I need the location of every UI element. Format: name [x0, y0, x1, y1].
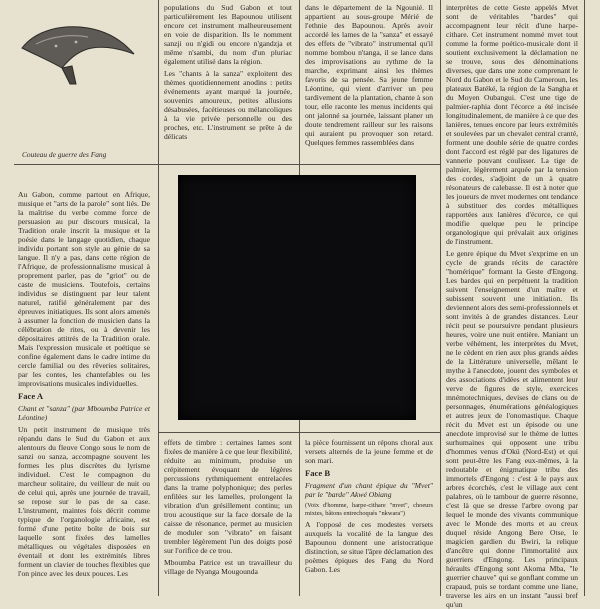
war-knife-illustration [18, 18, 140, 88]
column-rule-3 [440, 0, 441, 596]
column-3-paragraph: la pièce fournissent un répons choral aux versets alternés de la jeune femme et de son mari. [305, 438, 433, 465]
face-b-paragraph: A l'opposé de ces modestes versets auxquels la vocalité de la langue des Bapounou donnent une aristocratique distinction, se situe l'âpre déclamation des poèmes épiques des Fang du Nord Gabon. Les [305, 520, 433, 575]
column-3-bottom [305, 438, 433, 592]
face-b-subtitle: Fragment d'un chant épique du "Mvet" par le "barde" Akwé Obiang [305, 481, 433, 499]
face-a-paragraph: Un petit instrument de musique très répandu dans le Sud du Gabon et aux alentours du fleuve Congo sous le nom de sanzi ou sanza, accompagne souvent les formes les plus discrètes du lyrisme individuel. C'est le compagnon du marcheur solitaire, du veilleur de nuit ou de celui qui, après une journée de travail, se repose sur le pas de sa case. L'instrument, maintes fois décrit comme typique de l'organologie africaine, est formé d'une petite boîte de bois sur laquelle sont fixées des lamelles métalliques ou végétales disposées en éventail et dont les extrémités libres forment un clavier de touches flexibles que l'on pince avec les deux pouces. Les [18, 425, 150, 578]
column-2-paragraph: populations du Sud Gabon et tout particulièrement les Bapounou utilisent encore cet instrument malheureusement en voie de disparition. Ils le nomment sanzji ou n'gidi ou encore n'gandzja et même n'sambi, du nom d'un pluriac également utilisé dans la région. [164, 3, 292, 66]
photo-bottom-rule [158, 432, 440, 433]
column-4-paragraph: Le genre épique du Mvet s'exprime en un cycle de grands récits de caractère "homérique" formant la Geste d'Engong. Les bardes qui en perpétuent la tradition suivent l'enseignement d'un maître et subissent souvent une initiation. Ils deviennent alors des semi-professionnels et sont invités à de grandes distances. Leur récit peut se poursuivre pendant plusieurs heures, voire une nuit entière. Maniant un verbe véhément, les interprètes du Mvet, ne le cèdent en rien aux plus grands aèdes de la Littérature universelle, mêlant le mythe à l'anecdote, jouent des symboles et des associations d'idées et alimentent leur verve de figures de style, exercices mnémotechniques, devises de clans ou de personnages, énumérations généalogiques et autres jeux de l'onomastique. Chaque récit du Mvet est un épisode ou une anecdote improvisé sur le thème de luttes surhumaines qui opposent une tribu d'hommes venus d'Okü (Nord-Est) et qui sont peut-être les Fang eux-mêmes, à la redoutable et énigmatique tribu des immortels d'Engong : c'est à le pays aux arbres écorchés, c'est le village aux cent palabres, où le tambour de guerre résonne, c'est là que se dresse l'arbre ovong par lequel le monde des vivants communique avec le Monde des morts et au creux duquel réside Angong Bere Otse, le magicien gardien du Bwiri, la relique d'ancêtre qui donne l'immortalité aux guerriers d'Engong. Les principaux héraults d'Engong sont Akoma Mba, "le guerrier chauve" qui se gonflant comme un crapaud, puis se tordant comme une liane, traverse les airs en un instant "aussi bref qu'un [446, 249, 579, 609]
face-b-credits: (Voix d'homme, harpe-cithare "mvet", choeurs mixtes, bâtons entrechoqués "nkwara") [305, 502, 433, 517]
column-1 [18, 190, 150, 590]
column-2-paragraph: Mboumba Patrice est un travailleur du village de Nyanga Mougounda [164, 558, 292, 576]
face-a-subtitle: Chant et "sanza" (par Mboumba Patrice et Léontine) [18, 404, 150, 422]
column-3-paragraph: dans le département de la Ngounié. Il appartient au sous-groupe Mérié de l'ethnie des Bapounou. Après avoir accordé les lames de la "sanza" et essayé des effets de "vibrato" instrumental qu'il nomme bombou n'tanga, il se lance dans des improvisations au rythme de la marche, exprimant ainsi les thèmes favoris de sa pensée. Sa jeune femme Léontine, qui vient d'arriver un peu tardivement de la plantation, chante à son tour, elle raconte les menus incidents qui ont jalonné sa journée, laissant planer un doute tendrement railleur sur les raisons qui auraient pu provoquer son retard. Quelques femmes rassemblées dans [305, 3, 433, 147]
photo-top-rule [14, 164, 440, 165]
column-rule-4 [584, 0, 585, 596]
column-2-bottom [164, 438, 292, 592]
dark-photograph [178, 175, 416, 420]
intro-paragraph: Au Gabon, comme partout en Afrique, musique et "arts de la parole" sont liés. De la maîtrise du verbe comme force de persuasion au pur discours musical, la Tradition orale inscrit la musique et la poésie dans le langage quotidien, chaque individu portant son style au génie de sa langue. Il n'y a pas, dans cette région de l'Afrique, de professionnalisme musical à proprement parler, pas de "griot" ou de caste de musiciens. Toutefois, certains individus se distinguent par leur talent naturel, ratifié généralement par des épreuves initiatiques. Ils sont alors amenés à assumer la fonction de musicien dans la célébration de rites, ou à devenir les dépositaires attitrés de la Tradition orale. Mais l'expression musicale et poétique se confine également dans le cadre intime du cercle familial ou des rêveries solitaires, par les contes, les chantefables ou les improvisations musicales individuelles. [18, 190, 150, 388]
column-4 [446, 3, 579, 609]
column-3-top [305, 3, 433, 161]
figure-caption: Couteau de guerre des Fang [22, 150, 107, 159]
face-b-heading: Face B [305, 468, 331, 478]
face-a-heading: Face A [18, 391, 44, 401]
column-2-paragraph: Les "chants à la sanza" exploitent des thèmes quotidiennement anodins : petits événements ayant marqué la journée, souvenirs amoureux, petites allusions désabusées, facétieuses ou mélancoliques à la vie privée personnelle ou des proches, etc. L'instrument se prête à de délicats [164, 69, 292, 141]
column-4-paragraph: interprètes de cette Geste appelés Mvet sont de véritables "bardes" qui accompagnent leur récit d'une harpe-cithare. Cet instrument nommé mvet tout comme la forme poético-musicale dont il soutient exclusivement la déclamation ne se trouve, sous des dénominations diverses, que dans une zone comprenant le Nord du Gabon et le Sud du Cameroun, les plateaux Batéké, la région de la Sangha et du Moyen Oubangui. C'est une tige de palmier-raphia dont l'écorce a été incisée longitudinalement, de manière à ce que des lanières, tenues encore par leurs extrémités et soulevées par un chevalet central cranté, forment une double série de quatre cordes dont l'accord est réglé par des ligatures de vannerie pouvant coulisser. La tige de palmier, légèrement arquée par la tension des cordes, s'adjoint de un à quatre résonateurs de calebasse. Il est à noter que les joueurs de mvet modernes ont tendance à substituer des cordes métalliques rapportées aux lanières d'écorce, ce qui modifie quelque peu le principe organologique qui prévalait aux origines de l'instrument. [446, 3, 578, 246]
column-rule-1 [158, 0, 159, 596]
column-2-top [164, 3, 292, 161]
column-2-paragraph: effets de timbre : certaines lames sont fixées de manière à ce que leur flexibilité, réduite au minimum, produise un crépitement évoquant de légères percussions rythmiquement entrelacées dans la trame polyphonique; des perles enfilées sur les lamelles, prolongent la vibration d'un grésillement continu; un trou acoustique sur la face dorsale de la caisse de résonance, permet au musicien de moduler son "vibrato" en faisant trembler légèrement l'un des doigts posé sur l'orifice de ce trou. [164, 438, 292, 555]
